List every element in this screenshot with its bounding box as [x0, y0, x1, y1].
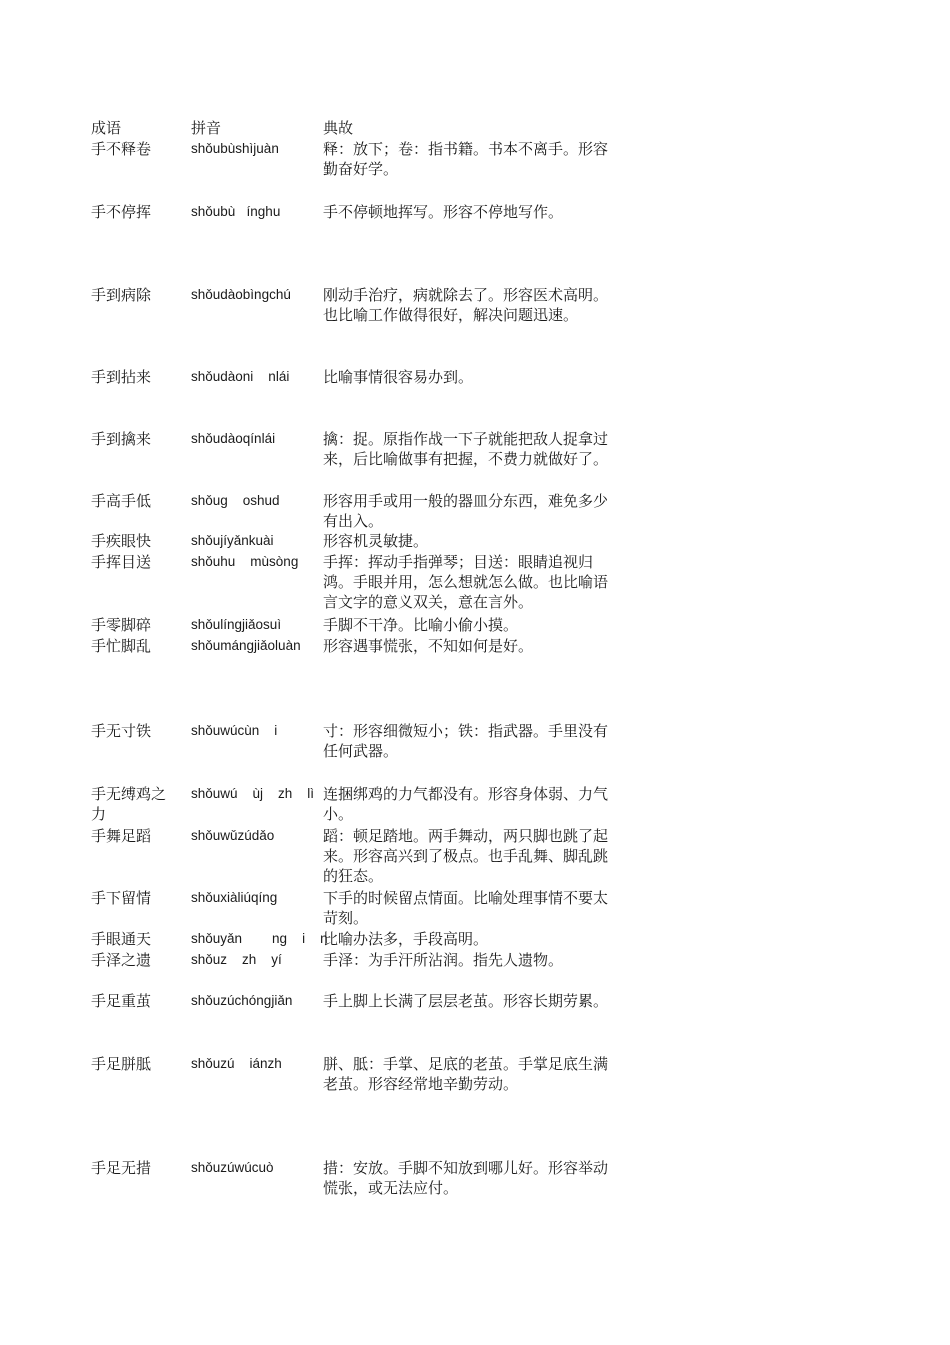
story-cell: 蹈：顿足踏地。两手舞动，两只脚也跳了起来。形容高兴到了极点。也手乱舞、脚乱跳的狂态。	[323, 827, 609, 885]
idiom-cell: 手眼通天	[91, 930, 152, 948]
pinyin-cell: shǒuzú iánzh	[191, 1056, 282, 1071]
pinyin-cell: shǒudàoqínlái	[191, 431, 276, 446]
pinyin-cell: shǒubù ínghu	[191, 204, 281, 219]
story-cell: 胼、胝：手掌、足底的老茧。手掌足底生满老茧。形容经常地辛勤劳动。	[323, 1055, 609, 1093]
story-cell: 连捆绑鸡的力气都没有。形容身体弱、力气小。	[323, 785, 609, 823]
idiom-cell: 手无寸铁	[91, 722, 152, 740]
pinyin-cell: shǒuxiàliúqíng	[191, 890, 278, 905]
pinyin-cell: shǒumángjiǎoluàn	[191, 638, 301, 653]
pinyin-cell: shǒuhu mùsòng	[191, 554, 299, 569]
story-cell: 寸：形容细微短小；铁：指武器。手里没有任何武器。	[323, 722, 609, 760]
story-cell: 形容遇事慌张，不知如何是好。	[323, 637, 534, 655]
story-cell: 释：放下；卷：指书籍。书本不离手。形容勤奋好学。	[323, 140, 609, 178]
idiom-cell: 手忙脚乱	[91, 637, 152, 655]
story-cell: 比喻办法多，手段高明。	[323, 930, 489, 948]
story-cell: 形容用手或用一般的器皿分东西，难免多少有出入。	[323, 492, 609, 530]
idiom-cell: 手到擒来	[91, 430, 152, 448]
pinyin-cell: shǒuyǎn ng i n	[191, 931, 328, 946]
story-cell: 手挥：挥动手指弹琴；目送：眼睛追视归鸿。手眼并用，怎么想就怎么做。也比喻语言文字的意义双关，意在言外。	[323, 553, 609, 611]
pinyin-cell: shǒuwúcùn i	[191, 723, 278, 738]
story-cell: 手上脚上长满了层层老茧。形容长期劳累。	[323, 992, 609, 1010]
pinyin-cell: shǒuzúchóngjiǎn	[191, 993, 293, 1008]
idiom-cell: 手无缚鸡之力	[91, 785, 167, 823]
idiom-cell: 手到拈来	[91, 368, 152, 386]
header-idiom: 成语	[91, 119, 122, 137]
pinyin-cell: shǒubùshìjuàn	[191, 141, 279, 156]
pinyin-cell: shǒuwǔzúdǎo	[191, 828, 275, 843]
idiom-cell: 手足重茧	[91, 992, 152, 1010]
pinyin-cell: shǒuwú ùj zh lì	[191, 786, 315, 801]
idiom-cell: 手舞足蹈	[91, 827, 152, 845]
pinyin-cell: shǒudàoni nlái	[191, 369, 290, 384]
story-cell: 手脚不干净。比喻小偷小摸。	[323, 616, 519, 634]
header-pinyin: 拼音	[191, 119, 222, 137]
story-cell: 比喻事情很容易办到。	[323, 368, 474, 386]
story-cell: 措：安放。手脚不知放到哪儿好。形容举动慌张，或无法应付。	[323, 1159, 609, 1197]
idiom-cell: 手到病除	[91, 286, 152, 304]
story-cell: 手泽：为手汗所沾润。指先人遗物。	[323, 951, 564, 969]
story-cell: 手不停顿地挥写。形容不停地写作。	[323, 203, 564, 221]
idiom-cell: 手不停挥	[91, 203, 152, 221]
story-cell: 下手的时候留点情面。比喻处理事情不要太苛刻。	[323, 889, 609, 927]
story-cell: 形容机灵敏捷。	[323, 532, 429, 550]
idiom-cell: 手下留情	[91, 889, 152, 907]
story-cell: 擒：捉。原指作战一下子就能把敌人捉拿过来，后比喻做事有把握，不费力就做好了。	[323, 430, 609, 468]
idiom-cell: 手足胼胝	[91, 1055, 152, 1073]
idiom-cell: 手高手低	[91, 492, 152, 510]
idiom-cell: 手足无措	[91, 1159, 152, 1177]
idiom-cell: 手不释卷	[91, 140, 152, 158]
pinyin-cell: shǒujíyǎnkuài	[191, 533, 274, 548]
idiom-cell: 手疾眼快	[91, 532, 152, 550]
idiom-cell: 手泽之遗	[91, 951, 152, 969]
idiom-cell: 手零脚碎	[91, 616, 152, 634]
header-story: 典故	[323, 119, 354, 137]
pinyin-cell: shǒulíngjiǎosuì	[191, 617, 282, 632]
pinyin-cell: shǒuz zh yí	[191, 952, 282, 967]
pinyin-cell: shǒuzúwúcuò	[191, 1160, 274, 1175]
pinyin-cell: shǒudàobìngchú	[191, 287, 291, 302]
story-cell: 刚动手治疗，病就除去了。形容医术高明。也比喻工作做得很好，解决问题迅速。	[323, 286, 609, 324]
pinyin-cell: shǒug oshud	[191, 493, 280, 508]
idiom-cell: 手挥目送	[91, 553, 152, 571]
